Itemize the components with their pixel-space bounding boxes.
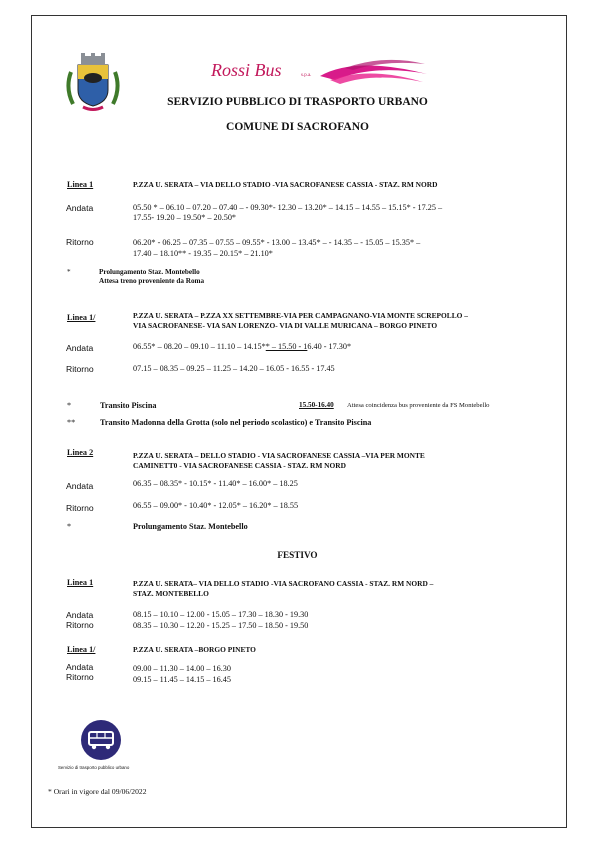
linea1-route: P.ZZA U. SERATA – VIA DELLO STADIO -VIA SACROFANESE CASSIA - STAZ. RM NORD: [133, 180, 438, 189]
page-title: SERVIZIO PUBBLICO DI TRASPORTO URBANO: [167, 96, 428, 108]
linea1-andata-label: Andata: [66, 203, 94, 213]
page-subtitle: COMUNE DI SACROFANO: [226, 121, 369, 133]
andata-times-part-b: * – 15.50 - 1: [265, 342, 308, 351]
linea1-note-2: Attesa treno proveniente da Roma: [99, 277, 205, 285]
linea1slash-note1-text: Transito Piscina: [100, 401, 157, 410]
linea1-note-1: Prolungamento Staz. Montebello: [99, 268, 200, 276]
festivo-linea1slash-andata-times: 09.00 – 11.30 – 14.00 – 16.30: [133, 664, 231, 673]
rossi-bus-logo: [205, 54, 430, 88]
linea1slash-route-2: VIA SACROFANESE- VIA SAN LORENZO- VIA DI VALLE MURICANA – BORGO PINETO: [133, 321, 438, 330]
festivo-linea1slash-andata-label: Andata: [66, 662, 94, 672]
validity-note: * Orari in vigore dal 09/06/2022: [48, 787, 147, 796]
linea1slash-note1-mark: *: [67, 401, 72, 410]
festivo-linea1-route-1: P.ZZA U. SERATA– VIA DELLO STADIO -VIA SACROFANO CASSIA - STAZ. RM NORD –: [133, 579, 434, 588]
linea1-andata-times-2: 17.55- 19.20 – 19.50* – 20.50*: [133, 213, 237, 222]
linea2-route-1: P.ZZA U. SERATA – DELLO STADIO - VIA SACROFANESE CASSIA –VIA PER MONTE: [133, 451, 425, 460]
festivo-linea1slash-route: P.ZZA U. SERATA –BORGO PINETO: [133, 645, 256, 654]
festivo-heading: FESTIVO: [277, 550, 318, 560]
festivo-linea1slash-ritorno-times: 09.15 – 11.45 – 14.15 – 16.45: [133, 675, 231, 684]
andata-times-part-a: 06.55* – 08.20 – 09.10 – 11.10 – 14.15*: [133, 342, 266, 351]
bus-icon: [80, 719, 122, 761]
festivo-linea1slash-ritorno-label: Ritorno: [66, 672, 94, 682]
linea2-andata-label: Andata: [66, 481, 94, 491]
festivo-linea1-route-2: STAZ. MONTEBELLO: [133, 589, 209, 598]
festivo-linea1-ritorno-label: Ritorno: [66, 620, 94, 630]
linea2-andata-times: 06.35 – 08.35* - 10.15* - 11.40* – 16.00* – 18.25: [133, 479, 298, 488]
linea1slash-route-1: P.ZZA U. SERATA – P.ZZA XX SETTEMBRE-VIA PER CAMPAGNANO-VIA MONTE SCREPOLLO –: [133, 311, 468, 320]
linea1-andata-times-1: 05.50 * – 06.10 – 07.20 – 07.40 – - 09.30*- 12.30 – 13.20* – 14.15 – 14.55 – 15.15* - 17.25 –: [133, 203, 443, 212]
andata-times-part-c: 6.40 - 17.30*: [307, 342, 352, 351]
linea2-ritorno-label: Ritorno: [66, 503, 94, 513]
festivo-linea1-andata-label: Andata: [66, 610, 94, 620]
linea2-route-2: CAMINETT0 - VIA SACROFANESE CASSIA - STAZ. RM NORD: [133, 461, 346, 470]
linea1slash-name: Linea 1/: [67, 313, 96, 322]
swoosh-icon: [315, 54, 430, 88]
linea1slash-ritorno-label: Ritorno: [66, 364, 94, 374]
linea2-note: Prolungamento Staz. Montebello: [133, 522, 248, 531]
festivo-linea1slash-name: Linea 1/: [67, 645, 96, 654]
linea1slash-note1-extra: Attesa coincidenza bus proveniente da FS Montebello: [347, 402, 490, 409]
festivo-linea1-name: Linea 1: [67, 578, 94, 587]
linea1-ritorno-times-1: 06.20* - 06.25 – 07.35 – 07.55 – 09.55* - 13.00 – 13.45* – - 14.35 – - 15.05 – 15.35* –: [133, 238, 421, 247]
linea1-note-star: *: [67, 268, 71, 276]
linea1-name: Linea 1: [67, 180, 94, 189]
linea1slash-note2-text: Transito Madonna della Grotta (solo nel periodo scolastico) e Transito Piscina: [100, 418, 372, 427]
linea2-ritorno-times: 06.55 – 09.00* - 10.40* - 12.05* – 16.20* – 18.55: [133, 501, 299, 510]
festivo-linea1-ritorno-times: 08.35 – 10.30 – 12.20 - 15.25 – 17.50 – 18.50 - 19.50: [133, 621, 309, 630]
linea1slash-note2-mark: **: [67, 418, 76, 427]
linea1slash-andata-label: Andata: [66, 343, 94, 353]
linea1-ritorno-label: Ritorno: [66, 237, 94, 247]
linea1-ritorno-times-2: 17.40 – 18.10** - 19.35 – 20.15* – 21.10*: [133, 249, 273, 258]
linea1slash-ritorno-times: 07.15 – 08.35 – 09.25 – 11.25 – 14.20 – 16.05 - 16.55 - 17.45: [133, 364, 335, 373]
festivo-linea1-andata-times: 08.15 – 10.10 – 12.00 - 15.05 – 17.30 – 18.30 - 19.30: [133, 610, 309, 619]
linea2-note-star: *: [67, 522, 72, 531]
brand-suffix: s.p.a.: [301, 73, 312, 78]
linea1slash-note1-time: 15.50-16.40: [299, 401, 334, 409]
brand-name: Rossi Bus: [211, 60, 282, 80]
bus-logo-caption: Servizio di trasporto pubblico urbano: [58, 765, 130, 770]
linea1slash-andata-times: [133, 342, 351, 353]
linea2-name: Linea 2: [67, 448, 94, 457]
